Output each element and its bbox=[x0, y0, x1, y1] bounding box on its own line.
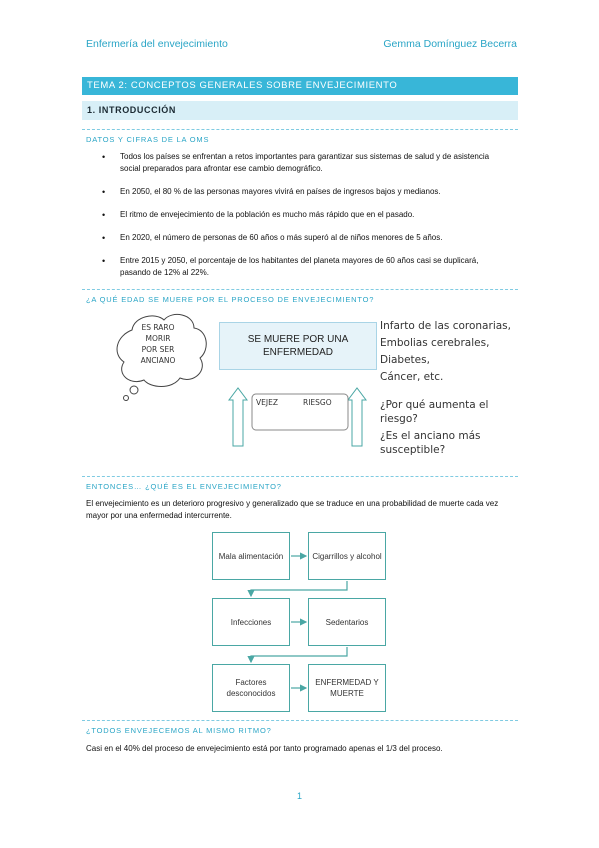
list-item: • Todos los países se enfrentan a retos importantes para garantizar sus sistemas de salud y de asistencia social preparados para afrontar ese cambio demográfico. bbox=[86, 151, 506, 175]
vejez-label: VEJEZ bbox=[256, 398, 278, 407]
oms-facts-list bbox=[86, 151, 506, 290]
flow-box-cigarrillos: Cigarrillos y alcohol bbox=[308, 532, 386, 580]
section-title-bar: 1. INTRODUCCIÓN bbox=[82, 101, 518, 120]
list-item: • En 2050, el 80 % de las personas mayores vivirá en países de ingresos bajos y medianos. bbox=[86, 186, 506, 198]
flow-box-mala-alimentacion: Mala alimentación bbox=[212, 532, 290, 580]
closing-text: Casi en el 40% del proceso de envejecimiento está por tanto programado apenas el 1/3 del proceso. bbox=[86, 744, 443, 753]
subsection-heading-entonces: ENTONCES… ¿QUÉ ES EL ENVEJECIMIENTO? bbox=[86, 482, 282, 491]
header-right: Gemma Domínguez Becerra bbox=[383, 38, 517, 50]
list-item: • El ritmo de envejecimiento de la población es mucho más rápido que en el pasado. bbox=[86, 209, 506, 221]
list-item: • Entre 2015 y 2050, el porcentaje de los habitantes del planeta mayores de 60 años casi se duplicará, pasando de 12% al 22%. bbox=[86, 255, 506, 279]
header-left: Enfermería del envejecimiento bbox=[86, 38, 228, 50]
flow-box-infecciones: Infecciones bbox=[212, 598, 290, 646]
cloud-text: ES RARO MORIR POR SER ANCIANO bbox=[140, 323, 176, 365]
subsection-heading-ritmo: ¿TODOS ENVEJECEMOS AL MISMO RITMO? bbox=[86, 726, 272, 735]
disease-list: Infarto de las coronarias, Embolias cerebrales, Diabetes, Cáncer, etc. bbox=[380, 320, 511, 383]
arrow-down-icon bbox=[251, 581, 347, 596]
flow-box-enfermedad: ENFERMEDAD Y MUERTE bbox=[308, 664, 386, 712]
subsection-heading-edad: ¿A QUÉ EDAD SE MUERE POR EL PROCESO DE ENVEJECIMIENTO? bbox=[86, 295, 375, 304]
chapter-title-bar: TEMA 2: CONCEPTOS GENERALES SOBRE ENVEJECIMIENTO bbox=[82, 77, 518, 95]
divider bbox=[82, 129, 518, 130]
definition-text: El envejecimiento es un deterioro progresivo y generalizado que se traduce en una probabilidad de muerte cada vez mayor por una enfermedad intercurrente. bbox=[86, 499, 499, 520]
questions: ¿Por qué aumenta el riesgo? ¿Es el anciano más susceptible? bbox=[380, 399, 489, 456]
main-cause-box: SE MUERE POR UNA ENFERMEDAD bbox=[219, 322, 377, 370]
flow-arrows bbox=[200, 520, 400, 720]
flow-box-sedentarios: Sedentarios bbox=[308, 598, 386, 646]
divider bbox=[82, 720, 518, 721]
divider bbox=[82, 289, 518, 290]
arrow-down-icon bbox=[251, 647, 347, 662]
divider bbox=[82, 476, 518, 477]
riesgo-label: RIESGO bbox=[303, 398, 332, 407]
up-arrows-icon bbox=[228, 384, 372, 448]
list-item: • En 2020, el número de personas de 60 años o más superó al de niños menores de 5 años. bbox=[86, 232, 506, 244]
flow-box-factores: Factores desconocidos bbox=[212, 664, 290, 712]
page-number: 1 bbox=[296, 791, 302, 801]
subsection-heading-datos: DATOS Y CIFRAS DE LA OMS bbox=[86, 135, 210, 144]
